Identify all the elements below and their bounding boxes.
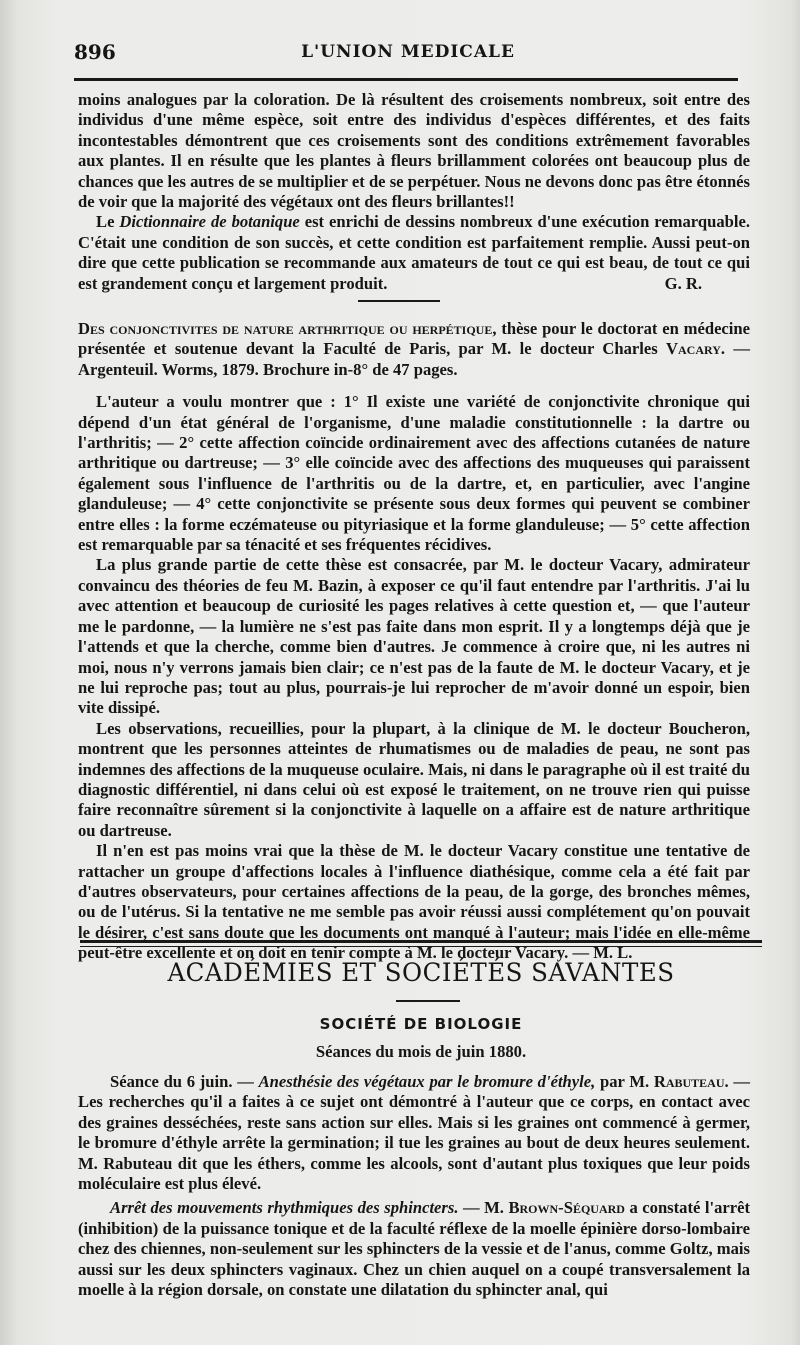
book-review-continuation xyxy=(78,90,750,294)
header-rule xyxy=(74,78,738,81)
session-dates: Séances du mois de juin 1880. xyxy=(315,1042,527,1061)
paragraph-botany-1: moins analogues par la coloration. De là résultent des croisements nombreux, soit entre des individus d'une même espèce, soit entre des individus d'espèces différentes, et des faits incontestables démontrent que ces croisements sont des conditions extrêmement favorables aux plantes. Il en résulte que les plantes à fleurs brillamment colorées ont beaucoup plus de chances que les autres de se multiplier et de se perpétuer. Nous ne devons donc pas être étonnés de voir que la majorité des végétaux ont des fleurs brillantes!! xyxy=(78,90,750,212)
review-paragraph-3: Les observations, recueillies, pour la plupart, à la clinique de M. le docteur Boucheron, montrent que les personnes atteintes de rhumatismes ou de maladies de peau, ne sont pas indemnes des affections de la muqueuse oculaire. Mais, ni dans le paragraphe où il est traité du diagnostic différentiel, ni dans celui où est exposé le traitement, on ne trouve rien qui puisse faire reconnaître sûrement si la conjonctivite à laquelle on a affaire est de nature arthritique ou dartreuse. xyxy=(78,718,750,840)
book-title: Dictionnaire de botanique xyxy=(119,212,300,232)
review-heading: Des conjonctivites de nature arthritique ou herpétique, thèse pour le doctorat en médecine présentée et soutenue devant la Faculté de Paris, par M. le docteur Charles Vacary. — Argenteuil. Worms, 1879. Brochure in-8° de 47 pages. xyxy=(78,319,751,379)
review-paragraph-1: L'auteur a voulu montrer que : 1° Il existe une variété de conjonctivite chronique qui dépend d'un état général de l'organisme, d'une maladie constitutionnelle : la dartre ou l'arthritis; — 2° cette affection coïncide ordinairement avec des affections cutanées de nature arthritique ou dartreuse; — 3° elle coïncide avec des affections des muqueuses qui paraissent également sous l'influence de l'arthritis ou de la dartre, et, en particulier, avec l'angine glanduleuse; — 4° cette conjonctivite se présente sous deux formes qui peuvent se combiner entre elles : la forme eczémateuse ou pityriasique et la forme glanduleuse; — 5° cette affection est remarquable par sa ténacité et ses fréquentes récidives. xyxy=(78,392,750,555)
session-paragraph-2: Arrêt des mouvements rhythmiques des sphincters. — M. Brown-Séquard a constaté l'arrêt (inhibition) de la puissance tonique et de la faculté réflexe de la moelle épinière dorso-lombaire chez des chiennes, non-seulement sur les sphincters de la vessie et de l'anus, comme Goltz, mais aussi sur les deux sphincters vaginaux. Chez un chien auquel on a coupé transversalement la moelle à la région dorsale, on constate une dilatation du sphincter anal, qui xyxy=(78,1198,750,1300)
session-paragraph-1: Séance du 6 juin. — Anesthésie des végétaux par le bromure d'éthyle, par M. Rabuteau. — Les recherches qu'il a faites à ce sujet ont démontré à l'auteur que ce corps, en contact avec des graines desséchées, reste sans action sur elles. Mais si les graines ont commencé à germer, le bromure d'éthyle arrête la germination; il tue les graines au bout de deux heures seulement. M. Rabuteau dit que les éthers, comme les alcools, sont d'autant plus toxiques que leur poids moléculaire est plus élevé. xyxy=(78,1072,750,1194)
page-header xyxy=(74,40,742,70)
section-title: ACADÉMIES ET SOCIÉTÉS SAVANTES xyxy=(167,958,675,987)
thesis-review xyxy=(78,319,750,964)
page-number: 896 xyxy=(74,40,116,64)
session-report xyxy=(78,1072,750,1300)
review-paragraph-4: Il n'en est pas moins vrai que la thèse de M. le docteur Vacary constitue une tentative de rattacher un groupe d'affections locales à l'influence diathésique, comme cela a été fait par d'autres observateurs, pour certaines affections de la peau, de la gorge, des bronches mêmes, ou de l'utérus. Si la tentative ne me semble pas avoir réussi aussi complétement qu'on pouvait le désirer, c'est sans doute que les documents ont manqué à l'auteur; mais l'idée en elle-même peut-être excellente et on doit en tenir compte à M. le docteur Vacary. — M. L. xyxy=(78,841,750,963)
separator-rule xyxy=(358,300,440,302)
paragraph-botany-2: Le Dictionnaire de botanique est enrichi de dessins nombreux d'une exécution remarquable. C'était une condition de son succès, et cette condition est parfaitement remplie. Aussi peut-on dire que cette publication se recommande aux amateurs de tout ce qui est beau, de tout ce qui est grandement conçu et largement produit. G. R. xyxy=(78,212,750,293)
section-double-rule xyxy=(80,940,762,947)
signature-ml: — M. L. xyxy=(572,943,633,963)
title-underline xyxy=(396,1000,460,1002)
society-name: SOCIÉTÉ DE BIOLOGIE xyxy=(319,1015,523,1033)
running-title: L'UNION MEDICALE xyxy=(301,42,515,62)
review-paragraph-2: La plus grande partie de cette thèse est consacrée, par M. le docteur Vacary, admirateur convaincu des théories de feu M. Bazin, à exposer ce qu'il faut entendre par l'arthritis. J'ai lu avec attention et beaucoup de curiosité les pages relatives à cette question et, — que l'auteur me le pardonne, — la lumière ne s'est pas faite dans mon esprit. Il y a longtemps déjà que je l'attends et que la cherche, comme bien d'autres. Je commence à croire que, ni les autres ni moi, nous n'y verrons jamais bien clair; ce n'est pas de la faute de M. le docteur Vacary, et je ne lui reproche pas; tout au plus, pourrais-je lui reprocher de m'avoir donné un espoir, bien vite dissipé. xyxy=(78,555,750,718)
signature-gr: G. R. xyxy=(664,273,702,293)
